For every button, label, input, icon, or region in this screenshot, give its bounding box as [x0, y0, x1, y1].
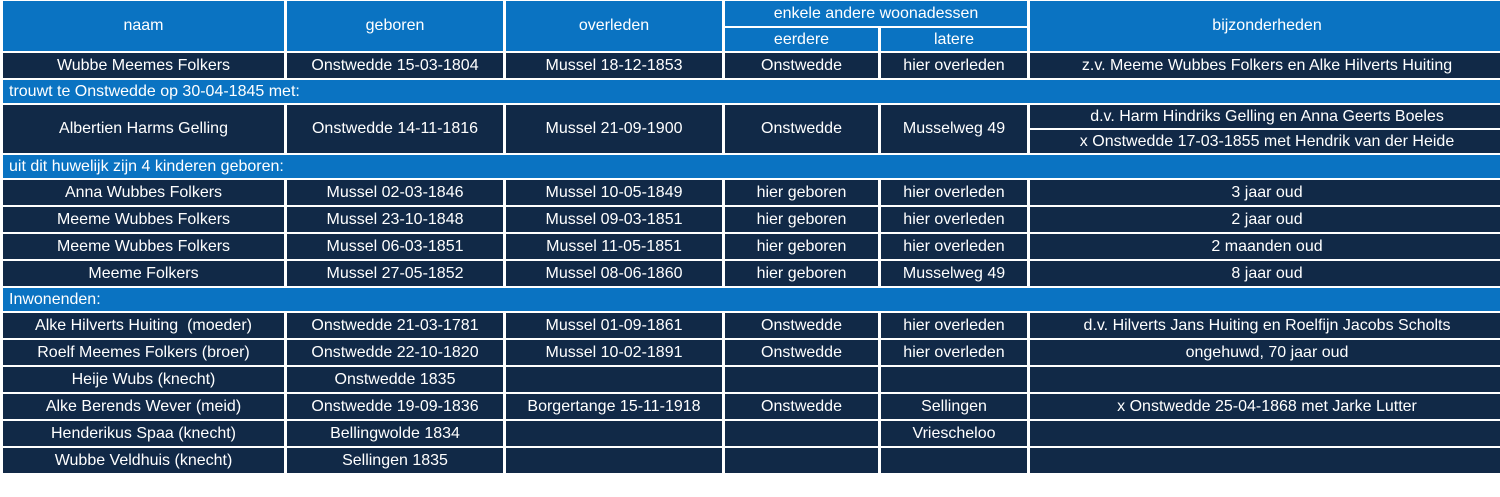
cell-eerdere: hier geboren: [725, 261, 878, 286]
cell-eerdere: Onstwedde: [725, 340, 878, 365]
cell-eerdere: hier geboren: [725, 234, 878, 259]
table-row: [3, 340, 1500, 365]
cell-latere: Musselweg 49: [881, 105, 1027, 153]
cell-geboren: Onstwedde 15-03-1804: [287, 53, 503, 78]
cell-bijzonderheden: [1030, 367, 1500, 392]
cell-bijzonderheden: d.v. Harm Hindriks Gelling en Anna Geerts Boeles: [1030, 105, 1500, 128]
cell-latere: Vriescheloo: [881, 421, 1027, 446]
cell-naam: Meeme Folkers: [3, 261, 284, 286]
cell-overleden: Mussel 21-09-1900: [506, 105, 722, 153]
cell-latere: hier overleden: [881, 313, 1027, 338]
cell-bijzonderheden: 8 jaar oud: [1030, 261, 1500, 286]
section-row: [3, 80, 1500, 103]
cell-overleden: [506, 421, 722, 446]
header-latere: latere: [881, 28, 1027, 51]
cell-latere: hier overleden: [881, 207, 1027, 232]
table-row: [3, 367, 1500, 392]
cell-overleden: [506, 367, 722, 392]
cell-naam: Roelf Meemes Folkers (broer): [3, 340, 284, 365]
table-row: [3, 313, 1500, 338]
cell-latere: hier overleden: [881, 340, 1027, 365]
cell-bijzonderheden: z.v. Meeme Wubbes Folkers en Alke Hilverts Huiting: [1030, 53, 1500, 78]
cell-naam: Wubbe Veldhuis (knecht): [3, 448, 284, 473]
header-woonadressen: enkele andere woonadessen: [725, 1, 1027, 26]
cell-geboren: Onstwedde 1835: [287, 367, 503, 392]
table-row: [3, 421, 1500, 446]
header-bijzonderheden: bijzonderheden: [1030, 1, 1500, 51]
cell-geboren: Sellingen 1835: [287, 448, 503, 473]
cell-naam: Heije Wubs (knecht): [3, 367, 284, 392]
table-row: [3, 105, 1500, 128]
cell-overleden: Mussel 08-06-1860: [506, 261, 722, 286]
cell-geboren: Onstwedde 19-09-1836: [287, 394, 503, 419]
table-row: [3, 180, 1500, 205]
cell-geboren: Bellingwolde 1834: [287, 421, 503, 446]
cell-geboren: Mussel 23-10-1848: [287, 207, 503, 232]
table-row: [3, 394, 1500, 419]
cell-eerdere: [725, 421, 878, 446]
cell-geboren: Mussel 02-03-1846: [287, 180, 503, 205]
cell-geboren: Onstwedde 21-03-1781: [287, 313, 503, 338]
cell-eerdere: hier geboren: [725, 207, 878, 232]
table-row: [3, 261, 1500, 286]
cell-overleden: Mussel 10-05-1849: [506, 180, 722, 205]
cell-naam: Meeme Wubbes Folkers: [3, 234, 284, 259]
cell-latere: Musselweg 49: [881, 261, 1027, 286]
header-row: [3, 1, 1500, 26]
cell-bijzonderheden: d.v. Hilverts Jans Huiting en Roelfijn Jacobs Scholts: [1030, 313, 1500, 338]
cell-eerdere: Onstwedde: [725, 105, 878, 153]
cell-geboren: Onstwedde 22-10-1820: [287, 340, 503, 365]
cell-eerdere: [725, 448, 878, 473]
cell-naam: Anna Wubbes Folkers: [3, 180, 284, 205]
cell-latere: Sellingen: [881, 394, 1027, 419]
header-overleden: overleden: [506, 1, 722, 51]
cell-latere: [881, 448, 1027, 473]
cell-latere: hier overleden: [881, 180, 1027, 205]
table-row: [3, 234, 1500, 259]
cell-naam: Alke Hilverts Huiting (moeder): [3, 313, 284, 338]
cell-naam: Wubbe Meemes Folkers: [3, 53, 284, 78]
cell-naam: Henderikus Spaa (knecht): [3, 421, 284, 446]
cell-bijzonderheden: 2 jaar oud: [1030, 207, 1500, 232]
cell-overleden: Mussel 09-03-1851: [506, 207, 722, 232]
cell-eerdere: hier geboren: [725, 180, 878, 205]
cell-naam: Meeme Wubbes Folkers: [3, 207, 284, 232]
cell-overleden: Mussel 01-09-1861: [506, 313, 722, 338]
cell-bijzonderheden: ongehuwd, 70 jaar oud: [1030, 340, 1500, 365]
table-row: [3, 448, 1500, 473]
section-row: [3, 288, 1500, 311]
cell-eerdere: [725, 367, 878, 392]
cell-bijzonderheden: [1030, 448, 1500, 473]
cell-geboren: Mussel 27-05-1852: [287, 261, 503, 286]
section-row: [3, 155, 1500, 178]
cell-bijzonderheden: x Onstwedde 25-04-1868 met Jarke Lutter: [1030, 394, 1500, 419]
cell-bijzonderheden: 2 maanden oud: [1030, 234, 1500, 259]
cell-overleden: [506, 448, 722, 473]
cell-latere: hier overleden: [881, 53, 1027, 78]
cell-latere: [881, 367, 1027, 392]
section-residents: Inwonenden:: [3, 288, 1500, 311]
cell-eerdere: Onstwedde: [725, 53, 878, 78]
cell-geboren: Mussel 06-03-1851: [287, 234, 503, 259]
header-naam: naam: [3, 1, 284, 51]
table-row: [3, 207, 1500, 232]
cell-bijzonderheden: [1030, 421, 1500, 446]
section-children: uit dit huwelijk zijn 4 kinderen geboren:: [3, 155, 1500, 178]
cell-overleden: Mussel 18-12-1853: [506, 53, 722, 78]
cell-overleden: Borgertange 15-11-1918: [506, 394, 722, 419]
cell-latere: hier overleden: [881, 234, 1027, 259]
cell-eerdere: Onstwedde: [725, 394, 878, 419]
table-row: [3, 53, 1500, 78]
cell-bijzonderheden: 3 jaar oud: [1030, 180, 1500, 205]
cell-naam: Albertien Harms Gelling: [3, 105, 284, 153]
cell-overleden: Mussel 11-05-1851: [506, 234, 722, 259]
header-eerdere: eerdere: [725, 28, 878, 51]
section-marriage: trouwt te Onstwedde op 30-04-1845 met:: [3, 80, 1500, 103]
header-geboren: geboren: [287, 1, 503, 51]
cell-bijzonderheden-2: x Onstwedde 17-03-1855 met Hendrik van der Heide: [1030, 130, 1500, 153]
cell-overleden: Mussel 10-02-1891: [506, 340, 722, 365]
cell-naam: Alke Berends Wever (meid): [3, 394, 284, 419]
cell-geboren: Onstwedde 14-11-1816: [287, 105, 503, 153]
cell-eerdere: Onstwedde: [725, 313, 878, 338]
